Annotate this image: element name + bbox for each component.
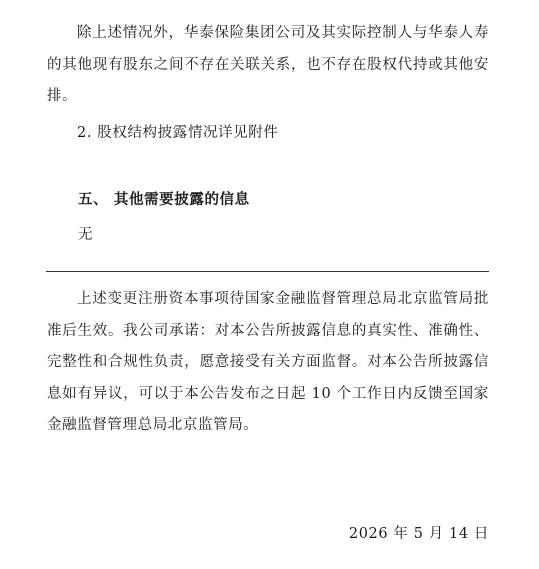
paragraph-approval: 上述变更注册资本事项待国家金融监督管理总局北京监管局批准后生效。我公司承诺：对本公告所披露信息的真实性、准确性、完整性和合规性负责，愿意接受有关方面监督。对本公告所披露信息如有异议，可以于本公告发布之日起 10 个工作日内反馈至国家金融监督管理总局北京监管局。 (47, 291, 489, 433)
paragraph-related-parties: 除上述情况外，华泰保险集团公司及其实际控制人与华泰人寿的其他现有股东之间不存在关联关系，也不存在股权代持或其他安排。 (47, 25, 489, 104)
document-date: 2026 年 5 月 14 日 (348, 526, 489, 542)
section-content: 无 (78, 227, 94, 243)
section-heading: 五、 其他需要披露的信息 (78, 192, 250, 208)
divider-line (46, 271, 489, 272)
paragraph-equity-structure: 2. 股权结构披露情况详见附件 (77, 125, 279, 141)
